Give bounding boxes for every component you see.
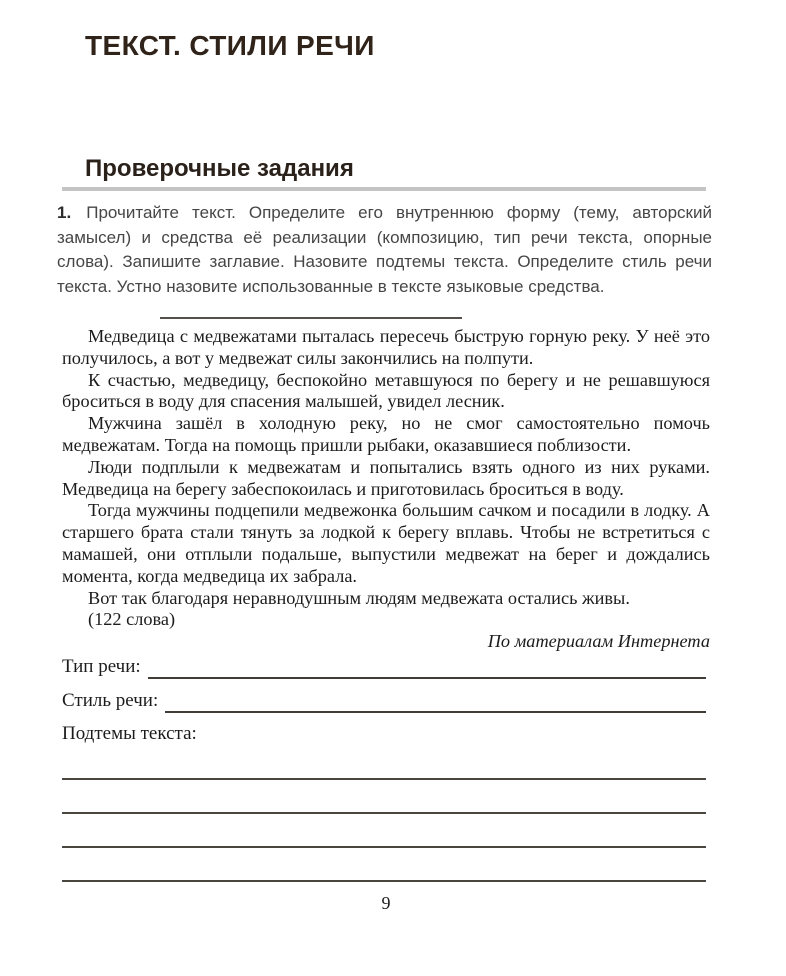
answer-blank-line[interactable] bbox=[62, 746, 706, 780]
type-of-speech-label: Тип речи: bbox=[62, 656, 141, 677]
reading-paragraph: К счастью, медведицу, беспокойно метавшуюся по берегу и не решавшуюся броситься в воду для спасения малышей, увидел лесник. bbox=[62, 369, 710, 412]
page-title: ТЕКСТ. СТИЛИ РЕЧИ bbox=[85, 30, 375, 61]
reading-paragraphs bbox=[62, 326, 710, 609]
task-instructions bbox=[57, 201, 712, 299]
reading-paragraph: Медведица с медвежатами пыталась пересечь быструю горную реку. У неё это получилось, а вот у медвежат силы закончились на полпути. bbox=[62, 326, 710, 368]
reading-paragraph: Вот так благодаря неравнодушным людям медвежата остались живы. bbox=[88, 587, 630, 608]
reading-paragraph: Мужчина зашёл в холодную реку, но не смог самостоятельно помочь медвежатам. Тогда на помощь пришли рыбаки, оказавшиеся поблизости. bbox=[62, 413, 710, 455]
attribution: По материалам Интернета bbox=[487, 631, 710, 652]
answer-blank-line[interactable] bbox=[62, 780, 706, 814]
task-number: 1. bbox=[57, 203, 72, 222]
reading-text bbox=[62, 326, 710, 653]
reading-paragraph: Люди подплыли к медвежатам и попытались взять одного из них руками. Медведица на берегу забеспокоилась и приготовилась броситься в воду. bbox=[62, 456, 710, 499]
word-count: (122 слова) bbox=[88, 609, 176, 630]
subtopics-answer-lines bbox=[62, 746, 706, 882]
type-of-speech-answer-line[interactable] bbox=[148, 653, 706, 679]
section-heading-rule bbox=[62, 187, 706, 191]
reading-paragraph: Тогда мужчины подцепили медвежонка большим сачком и посадили в лодку. А старшего брата стали тянуть за лодкой к берегу вплавь. Чтобы не встретиться с мамашей, они отплыли подальше, выпустили медвежат на берег и дождались момента, когда медведица их забрала. bbox=[62, 500, 710, 586]
answer-row-subtopics bbox=[62, 722, 706, 746]
title-answer-line[interactable] bbox=[160, 301, 462, 319]
subtopics-label: Подтемы текста: bbox=[62, 723, 197, 744]
style-of-speech-answer-line[interactable] bbox=[165, 687, 706, 713]
answer-blank-line[interactable] bbox=[62, 848, 706, 882]
answer-row-type-of-speech bbox=[62, 655, 706, 679]
answer-blank-line[interactable] bbox=[62, 814, 706, 848]
page-number: 9 bbox=[381, 893, 391, 913]
task-instructions-text: Прочитайте текст. Определите его внутреннюю форму (тему, авторский замысел) и средства её реализации (композицию, тип речи текста, опорные слова). Запишите заглавие. Назовите подтемы текста. Определите стиль речи текста. Устно назовите использованные в тексте языковые средства. bbox=[57, 203, 712, 296]
section-heading: Проверочные задания bbox=[85, 155, 354, 182]
style-of-speech-label: Стиль речи: bbox=[62, 690, 159, 711]
answer-row-style-of-speech bbox=[62, 689, 706, 713]
